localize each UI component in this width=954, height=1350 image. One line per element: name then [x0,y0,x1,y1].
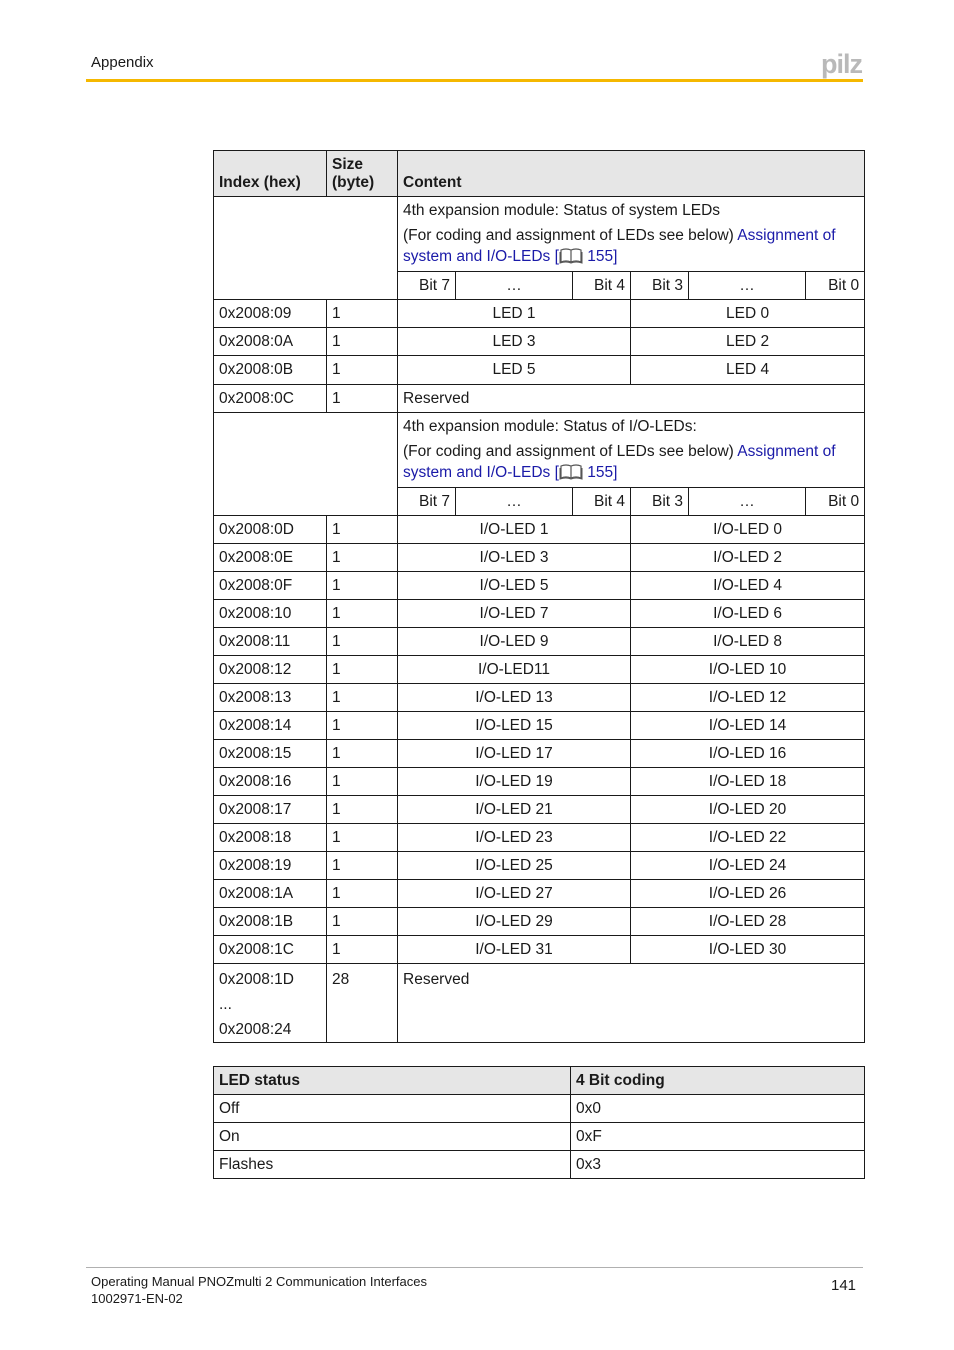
table-row [214,852,865,880]
led-low-cell: LED 2 [631,328,865,356]
size-cell: 1 [327,712,398,740]
led-high-cell: I/O-LED 15 [398,712,631,740]
size-cell: 1 [327,908,398,936]
section2-description [398,413,865,488]
led-low-cell: I/O-LED 24 [631,852,865,880]
table-row [214,824,865,852]
led-low-cell: I/O-LED 4 [631,572,865,600]
reserved-cell: Reserved [398,964,865,1043]
size-cell: 1 [327,768,398,796]
size-cell: 1 [327,544,398,572]
legend-row [214,1151,865,1179]
led-low-cell: I/O-LED 20 [631,796,865,824]
led-high-cell: I/O-LED11 [398,656,631,684]
led-low-cell: I/O-LED 8 [631,628,865,656]
section1-description-row [214,197,865,272]
header-content: Content [398,151,865,197]
section1-title: 4th expansion module: Status of system LEDs [403,202,721,219]
led-low-cell: I/O-LED 26 [631,880,865,908]
table-row [214,356,865,385]
led-low-cell: I/O-LED 6 [631,600,865,628]
size-cell: 1 [327,852,398,880]
led-high-cell: I/O-LED 29 [398,908,631,936]
table-row [214,768,865,796]
table-row [214,740,865,768]
size-cell: 1 [327,740,398,768]
bit-ellipsis: … [456,488,573,516]
bit-label: Bit 7 [398,272,456,300]
bit-ellipsis: … [689,272,806,300]
legend-header-row [214,1067,865,1095]
size-cell: 1 [327,300,398,328]
manual-title: Operating Manual PNOZmulti 2 Communication Interfaces [91,1274,427,1289]
index-cell: 0x2008:0D [214,516,327,544]
index-cell: 0x2008:12 [214,656,327,684]
led-low-cell: I/O-LED 10 [631,656,865,684]
section2-note: (For coding and assignment of LEDs see below) Assignment of system and I/O-LEDs [ 155] [403,443,836,481]
led-low-cell: I/O-LED 18 [631,768,865,796]
size-cell: 1 [327,628,398,656]
bit-label: Bit 7 [398,488,456,516]
header-4bit-coding: 4 Bit coding [571,1067,865,1095]
index-cell: 0x2008:10 [214,600,327,628]
led-status-cell: Off [214,1095,571,1123]
index-cell: 0x2008:0A [214,328,327,356]
page-number: 141 [831,1277,857,1294]
legend-row [214,1123,865,1151]
bit-ellipsis: … [689,488,806,516]
size-cell: 1 [327,356,398,385]
led-low-cell: I/O-LED 22 [631,824,865,852]
section2-title: 4th expansion module: Status of I/O-LEDs: [403,418,697,435]
led-low-cell: LED 0 [631,300,865,328]
table-row [214,516,865,544]
footer-divider [86,1267,863,1268]
reserved-row [214,964,865,1043]
led-status-cell: Flashes [214,1151,571,1179]
index-cell: 0x2008:16 [214,768,327,796]
reserved-row [214,385,865,413]
led-low-cell: I/O-LED 14 [631,712,865,740]
led-high-cell: I/O-LED 3 [398,544,631,572]
page-header-title: Appendix [91,54,154,71]
led-high-cell: I/O-LED 31 [398,936,631,964]
index-cell: 0x2008:15 [214,740,327,768]
reserved-cell: Reserved [398,385,865,413]
header-led-status: LED status [214,1067,571,1095]
table-row [214,572,865,600]
header-size: Size (byte) [327,151,398,197]
pilz-logo: pilz [821,49,862,79]
table-row [214,908,865,936]
size-cell: 1 [327,516,398,544]
led-low-cell: I/O-LED 12 [631,684,865,712]
size-cell: 1 [327,824,398,852]
index-cell: 0x2008:17 [214,796,327,824]
index-cell: 0x2008:0E [214,544,327,572]
led-high-cell: I/O-LED 7 [398,600,631,628]
legend-row [214,1095,865,1123]
led-high-cell: LED 5 [398,356,631,385]
led-high-cell: I/O-LED 23 [398,824,631,852]
led-high-cell: I/O-LED 27 [398,880,631,908]
assignment-link[interactable]: Assignment of system and I/O-LEDs [ 155] [403,227,836,265]
coding-cell: 0xF [571,1123,865,1151]
bit-label: Bit 4 [573,488,631,516]
led-high-cell: I/O-LED 19 [398,768,631,796]
bit-label: Bit 3 [631,488,689,516]
table-row [214,328,865,356]
led-status-coding-table [213,1066,865,1179]
size-cell: 28 [327,964,398,1043]
led-high-cell: I/O-LED 5 [398,572,631,600]
index-cell: 0x2008:1B [214,908,327,936]
size-cell: 1 [327,684,398,712]
led-high-cell: LED 1 [398,300,631,328]
section1-description [398,197,865,272]
table-header-row [214,151,865,197]
index-cell: 0x2008:0C [214,385,327,413]
led-high-cell: I/O-LED 21 [398,796,631,824]
bit-ellipsis: … [456,272,573,300]
led-high-cell: I/O-LED 17 [398,740,631,768]
size-cell: 1 [327,880,398,908]
object-index-table [213,150,865,1043]
index-cell: 0x2008:19 [214,852,327,880]
led-low-cell: I/O-LED 28 [631,908,865,936]
bit-label: Bit 0 [806,488,865,516]
table-row [214,684,865,712]
table-row [214,880,865,908]
section2-description-row [214,413,865,488]
footer-doc-info [91,1273,427,1307]
table-row [214,628,865,656]
index-cell: 0x2008:13 [214,684,327,712]
led-status-cell: On [214,1123,571,1151]
table-row [214,300,865,328]
doc-number: 1002971-EN-02 [91,1291,183,1306]
table-row [214,656,865,684]
led-low-cell: I/O-LED 30 [631,936,865,964]
empty-cell [214,197,398,300]
index-cell: 0x2008:0F [214,572,327,600]
table-row [214,544,865,572]
bit-label: Bit 3 [631,272,689,300]
book-icon [559,463,583,480]
size-cell: 1 [327,385,398,413]
led-low-cell: I/O-LED 2 [631,544,865,572]
led-low-cell: LED 4 [631,356,865,385]
led-high-cell: I/O-LED 25 [398,852,631,880]
index-range-cell: 0x2008:1D ... 0x2008:24 [214,964,327,1043]
table-row [214,712,865,740]
empty-cell [214,413,398,516]
coding-cell: 0x3 [571,1151,865,1179]
index-cell: 0x2008:11 [214,628,327,656]
size-cell: 1 [327,600,398,628]
led-low-cell: I/O-LED 0 [631,516,865,544]
size-cell: 1 [327,328,398,356]
led-high-cell: I/O-LED 9 [398,628,631,656]
book-icon [559,247,583,264]
index-cell: 0x2008:14 [214,712,327,740]
size-cell: 1 [327,796,398,824]
led-high-cell: LED 3 [398,328,631,356]
index-cell: 0x2008:09 [214,300,327,328]
index-cell: 0x2008:1A [214,880,327,908]
bit-label: Bit 4 [573,272,631,300]
led-low-cell: I/O-LED 16 [631,740,865,768]
index-cell: 0x2008:18 [214,824,327,852]
led-high-cell: I/O-LED 13 [398,684,631,712]
table-row [214,600,865,628]
size-cell: 1 [327,656,398,684]
size-cell: 1 [327,936,398,964]
table-row [214,796,865,824]
index-cell: 0x2008:0B [214,356,327,385]
table-row [214,936,865,964]
section1-note: (For coding and assignment of LEDs see below) Assignment of system and I/O-LEDs [ 155] [403,227,836,265]
bit-label: Bit 0 [806,272,865,300]
header-index: Index (hex) [214,151,327,197]
coding-cell: 0x0 [571,1095,865,1123]
index-cell: 0x2008:1C [214,936,327,964]
assignment-link[interactable]: Assignment of system and I/O-LEDs [ 155] [403,443,836,481]
size-cell: 1 [327,572,398,600]
led-high-cell: I/O-LED 1 [398,516,631,544]
header-divider [86,79,863,82]
